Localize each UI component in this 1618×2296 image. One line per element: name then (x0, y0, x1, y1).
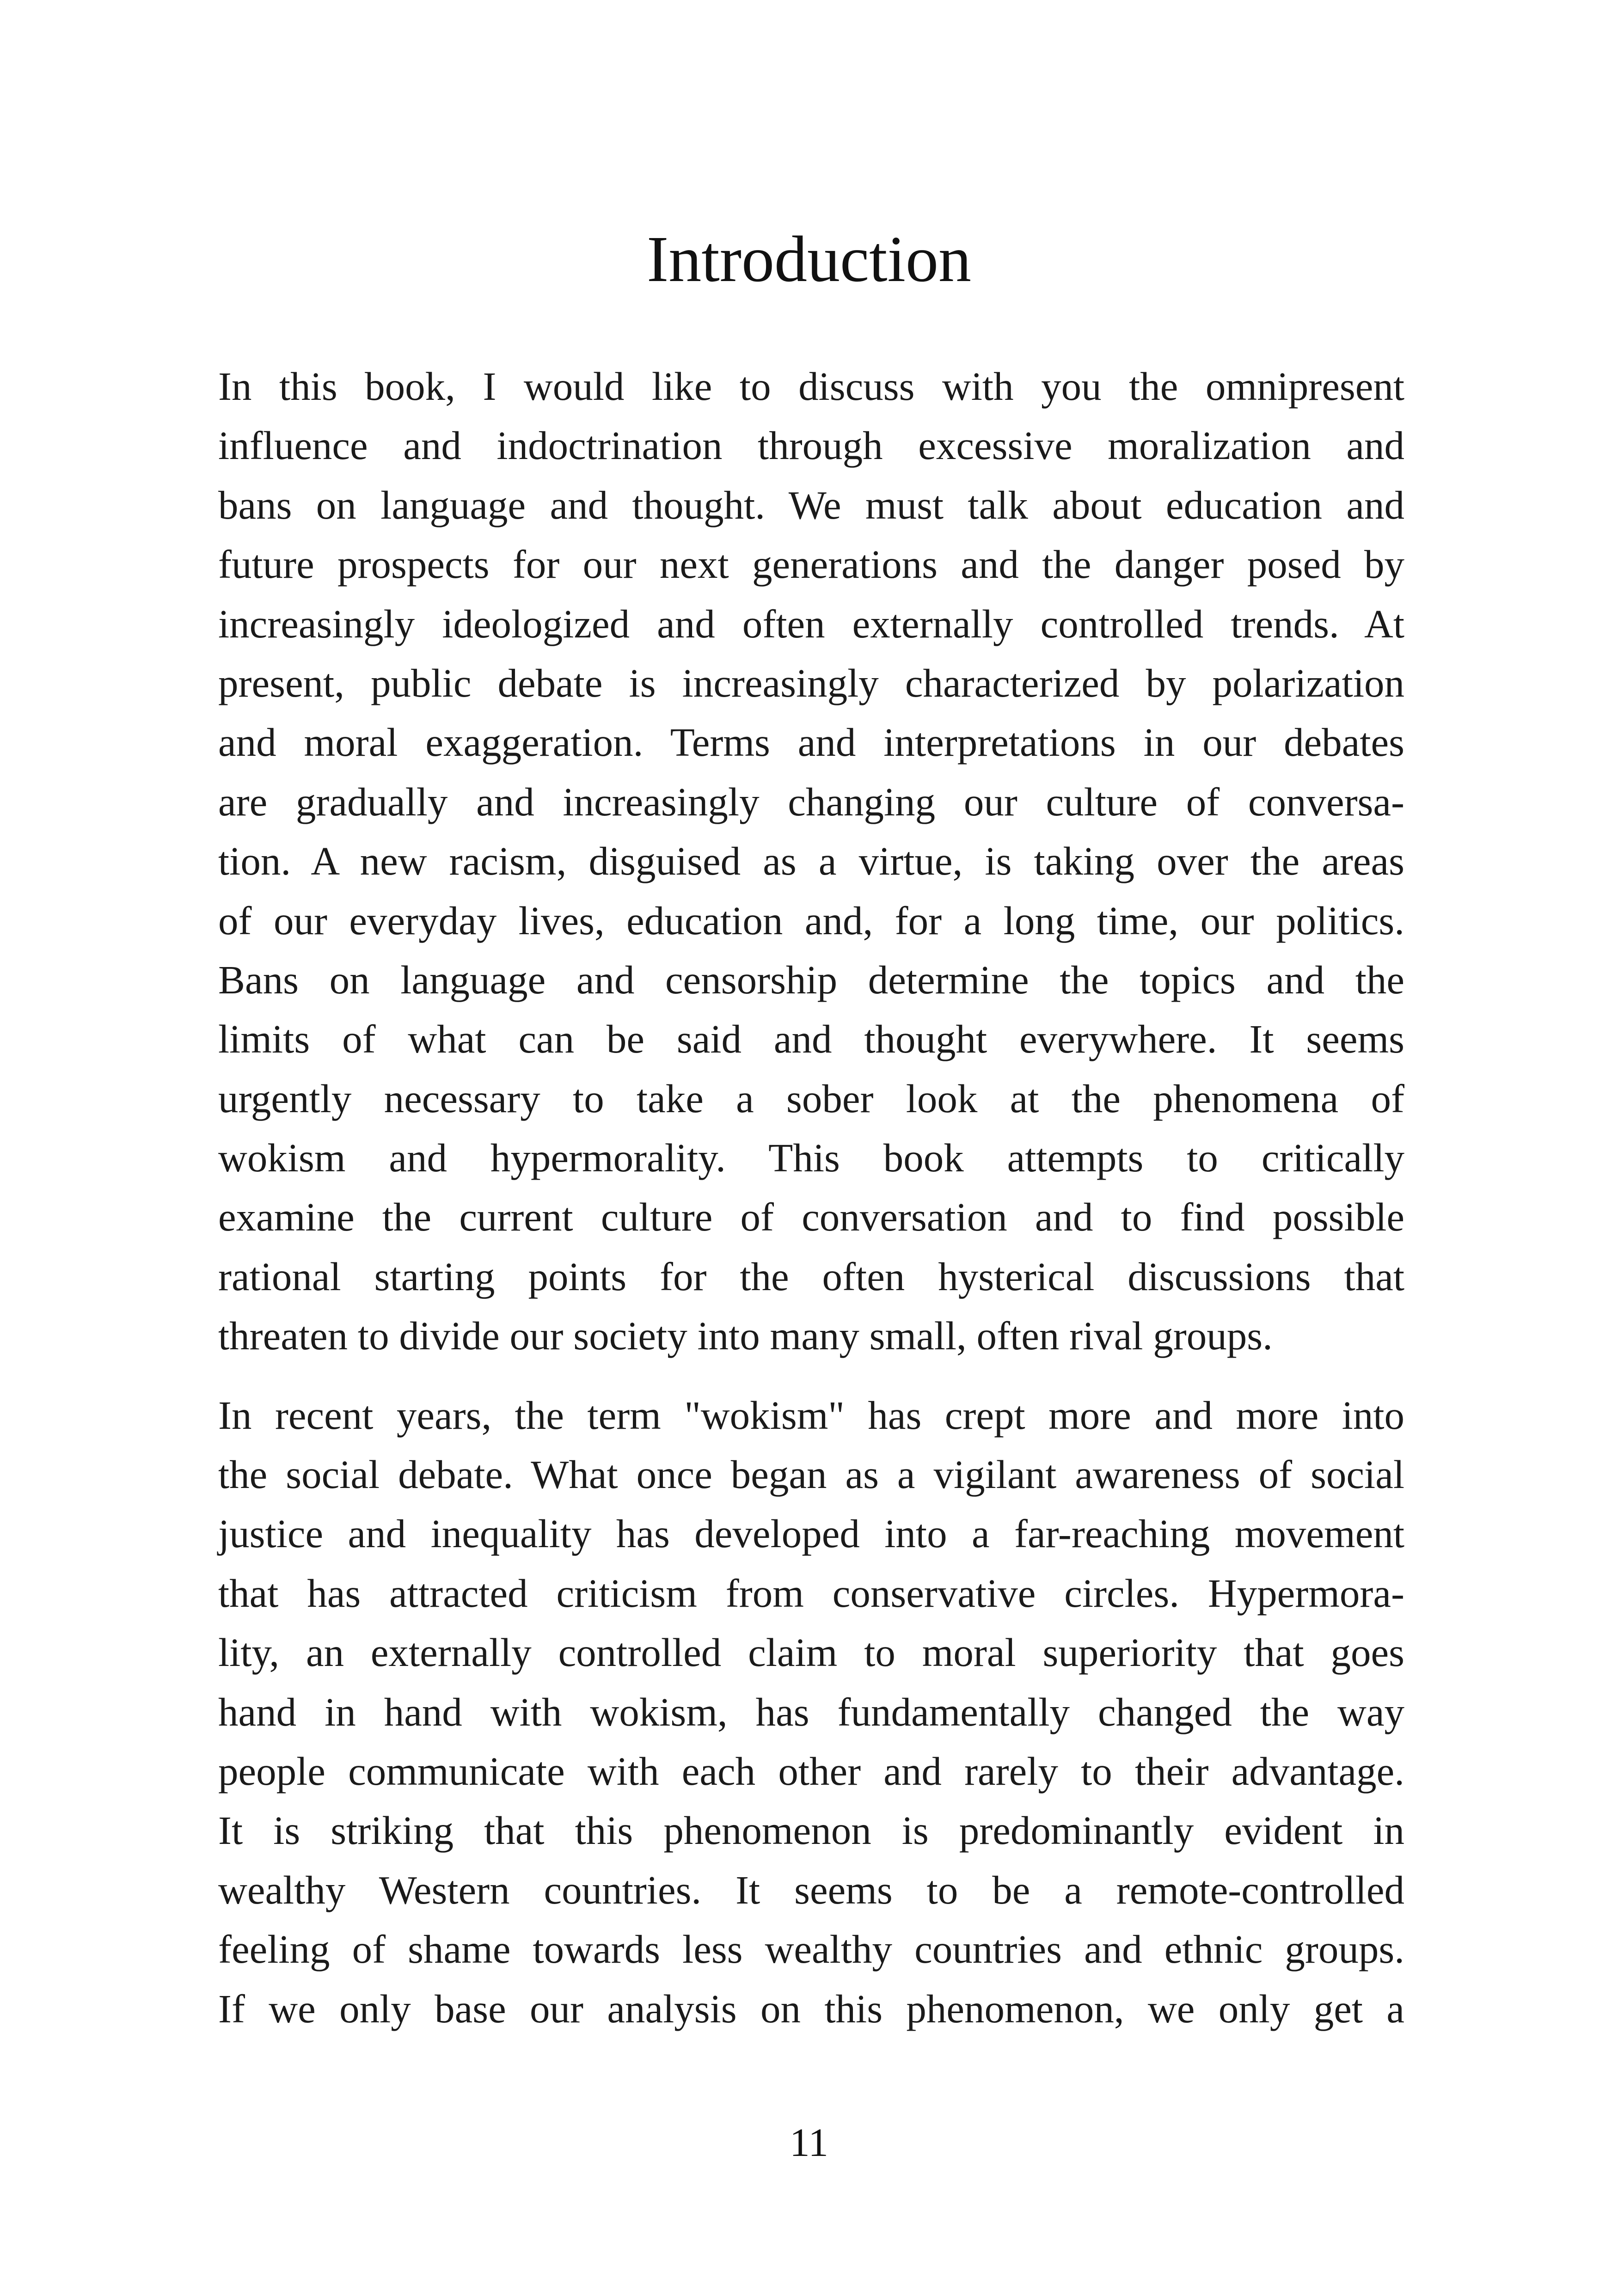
text-line: that has attracted criticism from conservative circles. Hypermora- (218, 1570, 1404, 1616)
text-line: present, public debate is increasingly characterized by polarization (218, 660, 1404, 705)
paragraph-2 (218, 1386, 1404, 2039)
text-line: wokism and hypermorality. This book attempts to critically (218, 1135, 1404, 1181)
text-line: hand in hand with wokism, has fundamentally changed the way (218, 1689, 1404, 1734)
text-line: lity, an externally controlled claim to moral superiority that goes (218, 1630, 1404, 1675)
chapter-title: Introduction (647, 222, 971, 295)
text-line: influence and indoctrination through excessive moralization and (218, 423, 1404, 468)
text-line: examine the current culture of conversation and to find possible (218, 1194, 1404, 1240)
text-line: of our everyday lives, education and, for a long time, our politics. (218, 898, 1404, 943)
text-line: If we only base our analysis on this phenomenon, we only get a (218, 1986, 1404, 2031)
text-line: people communicate with each other and rarely to their advantage. (218, 1748, 1404, 1794)
text-line: are gradually and increasingly changing our culture of conversa- (218, 779, 1404, 824)
text-line: future prospects for our next generations and the danger posed by (218, 542, 1404, 587)
text-line: increasingly ideologized and often externally controlled trends. At (218, 601, 1404, 646)
text-line: Bans on language and censorship determine the topics and the (218, 957, 1404, 1002)
text-line: It is striking that this phenomenon is predominantly evident in (218, 1808, 1404, 1853)
text-line: and moral exaggeration. Terms and interpretations in our debates (218, 720, 1404, 765)
text-line: limits of what can be said and thought everywhere. It seems (218, 1016, 1404, 1062)
text-line: urgently necessary to take a sober look at the phenomena of (218, 1076, 1404, 1121)
text-line: threaten to divide our society into many small, often rival groups. (218, 1313, 1273, 1359)
body-text (218, 357, 1404, 2039)
text-line: justice and inequality has developed into a far-reaching movement (218, 1511, 1404, 1556)
text-line: bans on language and thought. We must talk about education and (218, 482, 1404, 527)
text-line: feeling of shame towards less wealthy countries and ethnic groups. (218, 1927, 1404, 1972)
text-line: wealthy Western countries. It seems to be a remote-controlled (218, 1867, 1404, 1912)
text-line: rational starting points for the often hysterical discussions that (218, 1254, 1404, 1299)
text-line: tion. A new racism, disguised as a virtue, is taking over the areas (218, 839, 1404, 884)
text-line: In recent years, the term "wokism" has crept more and more into (218, 1392, 1404, 1438)
text-line: the social debate. What once began as a vigilant awareness of social (218, 1452, 1404, 1497)
page-number: 11 (790, 2120, 828, 2165)
paragraph-1 (218, 357, 1404, 1366)
text-line: In this book, I would like to discuss with you the omnipresent (218, 364, 1404, 409)
